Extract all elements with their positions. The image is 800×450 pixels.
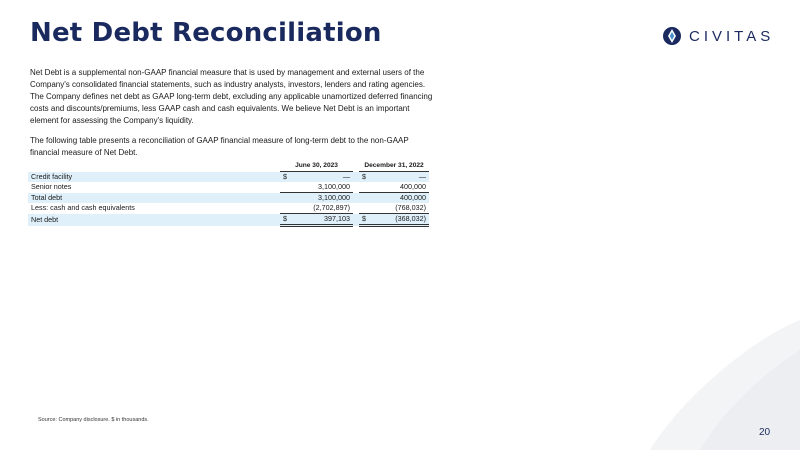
decorative-swoosh <box>640 320 800 450</box>
definition-paragraph: Net Debt is a supplemental non-GAAP financial measure that is used by management and external users of the Company's consolidated financial statements, such as industry analysts, investors, lenders and rating agencies. The Company defines net debt as GAAP long-term debt, excluding any applicable unamortized deferred financing costs and discounts/premiums, less GAAP cash and cash equivalents. We believe Net Debt is an important element for assessing the Company's liquidity. <box>30 68 433 125</box>
currency-symbol <box>359 203 371 214</box>
row-label: Credit facility <box>28 172 280 183</box>
value-june-2023: — <box>292 172 353 183</box>
row-label: Total debt <box>28 193 280 204</box>
logo-text: CIVITAS <box>689 27 775 45</box>
currency-symbol: $ <box>359 214 371 226</box>
table-row-total-debt <box>28 193 429 204</box>
net-debt-table <box>28 158 429 227</box>
value-june-2023: 3,100,000 <box>292 193 353 204</box>
page-title: Net Debt Reconciliation <box>30 18 382 48</box>
company-logo <box>662 26 774 46</box>
currency-symbol <box>359 182 371 193</box>
currency-symbol: $ <box>280 172 292 183</box>
currency-symbol: $ <box>280 214 292 226</box>
column-header-june-2023: June 30, 2023 <box>280 158 353 172</box>
table-row-credit-facility <box>28 172 429 183</box>
table-header-row <box>28 158 429 172</box>
table-intro-paragraph: The following table presents a reconciliation of GAAP financial measure of long-term debt to the non-GAAP financial measure of Net Debt. <box>30 136 409 157</box>
source-note: Source: Company disclosure. $ in thousands. <box>38 417 149 423</box>
value-december-2022: (368,032) <box>371 214 429 226</box>
currency-symbol: $ <box>359 172 371 183</box>
column-header-december-2022: December 31, 2022 <box>359 158 429 172</box>
civitas-logo-mark-icon <box>662 26 682 46</box>
value-december-2022: (768,032) <box>371 203 429 214</box>
currency-symbol <box>280 193 292 204</box>
value-june-2023: 3,100,000 <box>292 182 353 193</box>
currency-symbol <box>280 203 292 214</box>
row-label: Senior notes <box>31 182 72 192</box>
table-row-less-cash <box>28 203 429 214</box>
table-row-senior-notes <box>28 182 429 193</box>
value-december-2022: 400,000 <box>371 182 429 193</box>
currency-symbol <box>359 193 371 204</box>
value-june-2023: (2,702,897) <box>292 203 353 214</box>
row-label: Less: cash and cash equivalents <box>31 203 135 213</box>
page-number: 20 <box>759 427 771 438</box>
value-december-2022: 400,000 <box>371 193 429 204</box>
value-december-2022: — <box>371 172 429 183</box>
row-label: Net debt <box>28 214 280 226</box>
currency-symbol <box>280 182 292 193</box>
value-june-2023: 397,103 <box>292 214 353 226</box>
table-row-net-debt <box>28 214 429 226</box>
